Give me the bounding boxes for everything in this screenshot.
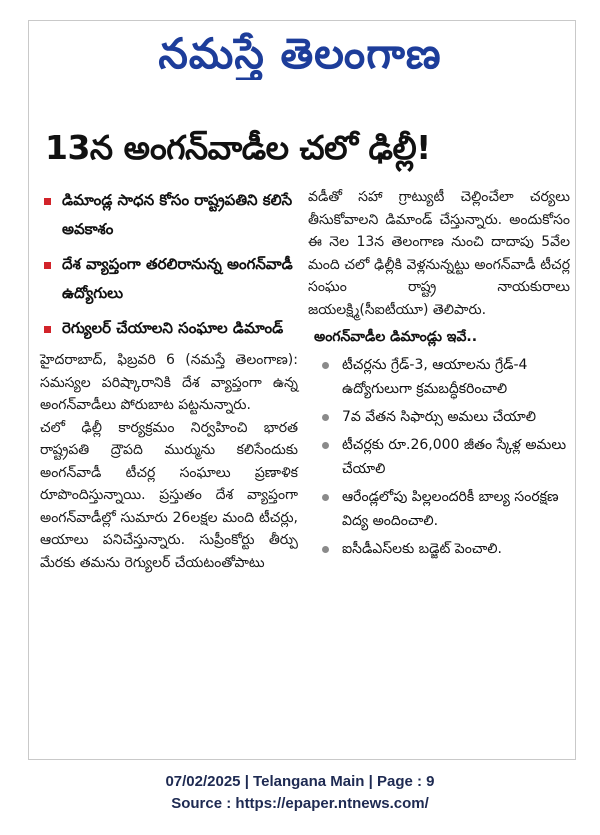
footer-source-link[interactable]: Source : https://epaper.ntnews.com/ (171, 795, 429, 812)
demands-subheading: అంగన్‌వాడీల డిమాండ్లు ఇవే.. (314, 329, 478, 345)
masthead-logo: నమస్తే తెలంగాణ (158, 29, 442, 78)
grey-dot-bullet-icon (322, 546, 329, 553)
demand-item: టీచర్లను గ్రేడ్-3, ఆయాలను గ్రేడ్-4 ఉద్యోగులుగా క్రమబద్ధీకరించాలి (308, 353, 570, 401)
red-square-bullet-icon (44, 326, 51, 333)
red-square-bullet-icon (44, 198, 51, 205)
demand-item: 7వ వేతన సిఫార్సు అమలు చేయాలి (308, 405, 570, 429)
demand-item: టీచర్లకు రూ.26,000 జీతం స్కేళ్ల అమలు చేయాలి (308, 433, 570, 481)
body-paragraph-dateline: హైదరాబాద్, ఫిబ్రవరి 6 (నమస్తే తెలంగాణ): సమస్యల పరిష్కారానికి దేశ వ్యాప్తంగా ఉన్న అంగన్‌వాడీలు పోరుబాట పట్టనున్నారు. (40, 352, 298, 413)
highlight-item: దేశ వ్యాప్తంగా తరలిరానున్న అంగన్‌వాడీ ఉద్యోగులు (40, 250, 298, 308)
highlight-list (40, 186, 298, 343)
red-square-bullet-icon (44, 262, 51, 269)
article-headline: 13న అంగన్‌వాడీల చలో ఢిల్లీ! (45, 128, 431, 167)
demand-item: ఐసీడీఎస్‌లకు బడ్జెట్ పెంచాలి. (308, 537, 570, 561)
highlight-item: డిమాండ్ల సాధన కోసం రాష్ట్రపతిని కలిసే అవకాశం (40, 186, 298, 244)
body-paragraph-continued: వడీతో సహా గ్రాట్యుటీ చెల్లించేలా చర్యలు తీసుకోవాలని డిమాండ్ చేస్తున్నారు. అందుకోసం ఈ నెల 13న తెలంగాణ నుంచి దాదాపు 5వేల మంది చలో ఢిల్లీకి వెళ్లనున్నట్టు అంగన్‌వాడీ టీచర్ల సంఘం రాష్ట్ర నాయకురాలు జయలక్ష్మి(సీఐటీయూ) తెలిపారు. (308, 189, 570, 318)
grey-dot-bullet-icon (322, 414, 329, 421)
right-column (308, 186, 570, 565)
demand-item: ఆరేండ్లలోపు పిల్లలందరికీ బాల్య సంరక్షణ విద్య అందించాలి. (308, 485, 570, 533)
source-footer (0, 771, 600, 815)
footer-date-page: 07/02/2025 | Telangana Main | Page : 9 (165, 773, 435, 790)
grey-dot-bullet-icon (322, 442, 329, 449)
highlight-item: రెగ్యులర్ చేయాలని సంఘాల డిమాండ్ (40, 314, 298, 343)
grey-dot-bullet-icon (322, 362, 329, 369)
demands-list (308, 353, 570, 561)
grey-dot-bullet-icon (322, 494, 329, 501)
body-paragraph: చలో ఢిల్లీ కార్యక్రమం నిర్వహించి భారత రాష్ట్రపతి ద్రౌపది ముర్మును కలిసేందుకు అంగన్‌వాడీ టీచర్ల సంఘాలు ప్రణాళిక రూపొందిస్తున్నాయి. ప్రస్తుతం దేశ వ్యాప్తంగా అంగన్‌వాడీల్లో సుమారు 26లక్షల మంది టీచర్లు, ఆయాలు పనిచేస్తున్నారు. సుప్రీంకోర్టు తీర్పు మేరకు తమను రెగ్యులర్ చేయటంతోపాటు (40, 419, 298, 571)
left-column (40, 186, 298, 574)
